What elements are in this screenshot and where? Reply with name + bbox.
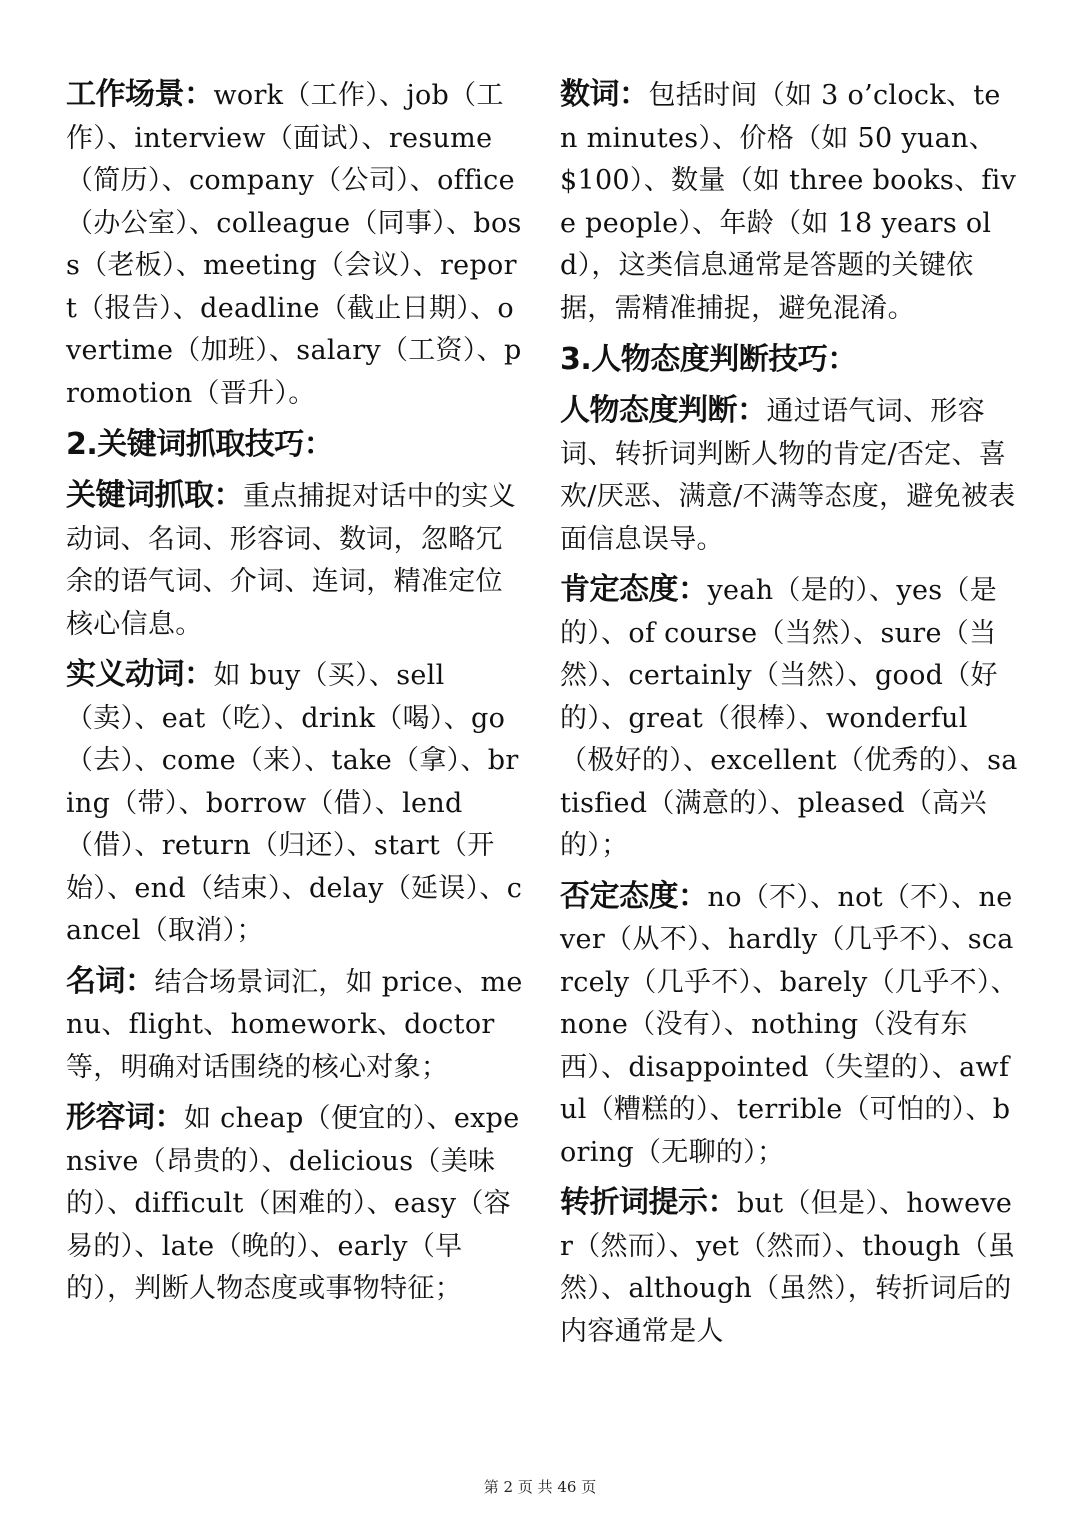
section-heading-keyword-skills: 2.关键词抓取技巧： (66, 427, 334, 462)
paragraph-text: no（不）、not（不）、never（从不）、hardly（几乎不）、scarcely（几乎不）、barely（几乎不）、none（没有）、nothing（没有东西）、disappointed（失望的）、awful（糟糕的）、terrible（可怕的）、boring（无聊的）； (560, 881, 1018, 1168)
paragraph-transition-words (560, 1182, 1018, 1353)
term-label: 肯定态度： (560, 572, 708, 607)
paragraph-attitude-judgement (560, 390, 1018, 561)
paragraph-text: 如 buy（买）、sell（卖）、eat（吃）、drink（喝）、go（去）、come（来）、take（拿）、bring（带）、borrow（借）、lend（借）、return（归还）、start（开始）、end（结束）、delay（延误）、cancel（取消）； (66, 660, 523, 946)
term-label: 形容词： (66, 1100, 184, 1135)
paragraph-text: work（工作）、job（工作）、interview（面试）、resume（简历）、company（公司）、office（办公室）、colleague（同事）、boss（老板）、meeting（会议）、report（报告）、deadline（截止日期）、overtime（加班）、salary（工资）、promotion（晋升）。 (66, 80, 522, 409)
paragraph-nouns (66, 961, 524, 1090)
paragraph-text: but（但是）、however（然而）、yet（然而）、though（虽然）、although（虽然），转折词后的内容通常是人 (560, 1188, 1016, 1347)
right-column (560, 74, 1018, 1361)
paragraph-work-scene (66, 74, 524, 415)
paragraph-adjectives (66, 1097, 524, 1311)
paragraph-text: 结合场景词汇，如 price、menu、flight、homework、doctor 等，明确对话围绕的核心对象； (66, 966, 523, 1083)
term-label: 实义动词： (66, 657, 214, 692)
term-label: 工作场景： (66, 77, 214, 112)
term-label: 否定态度： (560, 878, 708, 914)
term-label: 转折词提示： (560, 1185, 737, 1220)
paragraph-numerals (560, 74, 1018, 330)
section-heading-attitude-skills: 3.人物态度判断技巧： (560, 342, 857, 377)
term-label: 关键词抓取： (66, 478, 243, 513)
page-number-footer: 第 2 页 共 46 页 (483, 1478, 597, 1496)
paragraph-content-verbs (66, 654, 524, 953)
paragraph-negative-attitude (560, 876, 1018, 1175)
term-label: 数词： (560, 77, 649, 112)
paragraph-text: yeah（是的）、yes（是的）、of course（当然）、sure（当然）、certainly（当然）、good（好的）、great（很棒）、wonderful（极好的）、excellent（优秀的）、satisfied（满意的）、pleased（高兴的）； (560, 575, 1018, 861)
term-label: 名词： (66, 963, 155, 999)
paragraph-keyword-capture (66, 475, 524, 646)
left-column (66, 74, 524, 1319)
term-label: 人物态度判断： (560, 393, 767, 428)
paragraph-text: 包括时间（如 3 o’clock、ten minutes）、价格（如 50 yuan、$100）、数量（如 three books、five people）、年龄（如 18 years old），这类信息通常是答题的关键依据，需精准捕捉，避免混淆。 (560, 80, 1017, 324)
paragraph-text: 重点捕捉对话中的实义动词、名词、形容词、数词，忽略冗余的语气词、介词、连词，精准定位核心信息。 (66, 481, 516, 640)
paragraph-text: 如 cheap（便宜的）、expensive（昂贵的）、delicious（美味的）、difficult（困难的）、easy（容易的）、late（晚的）、early（早的），判断人物态度或事物特征； (66, 1103, 520, 1304)
paragraph-positive-attitude (560, 569, 1018, 868)
paragraph-text: 通过语气词、形容词、转折词判断人物的肯定/否定、喜欢/厌恶、满意/不满等态度，避免被表面信息误导。 (560, 396, 1016, 555)
